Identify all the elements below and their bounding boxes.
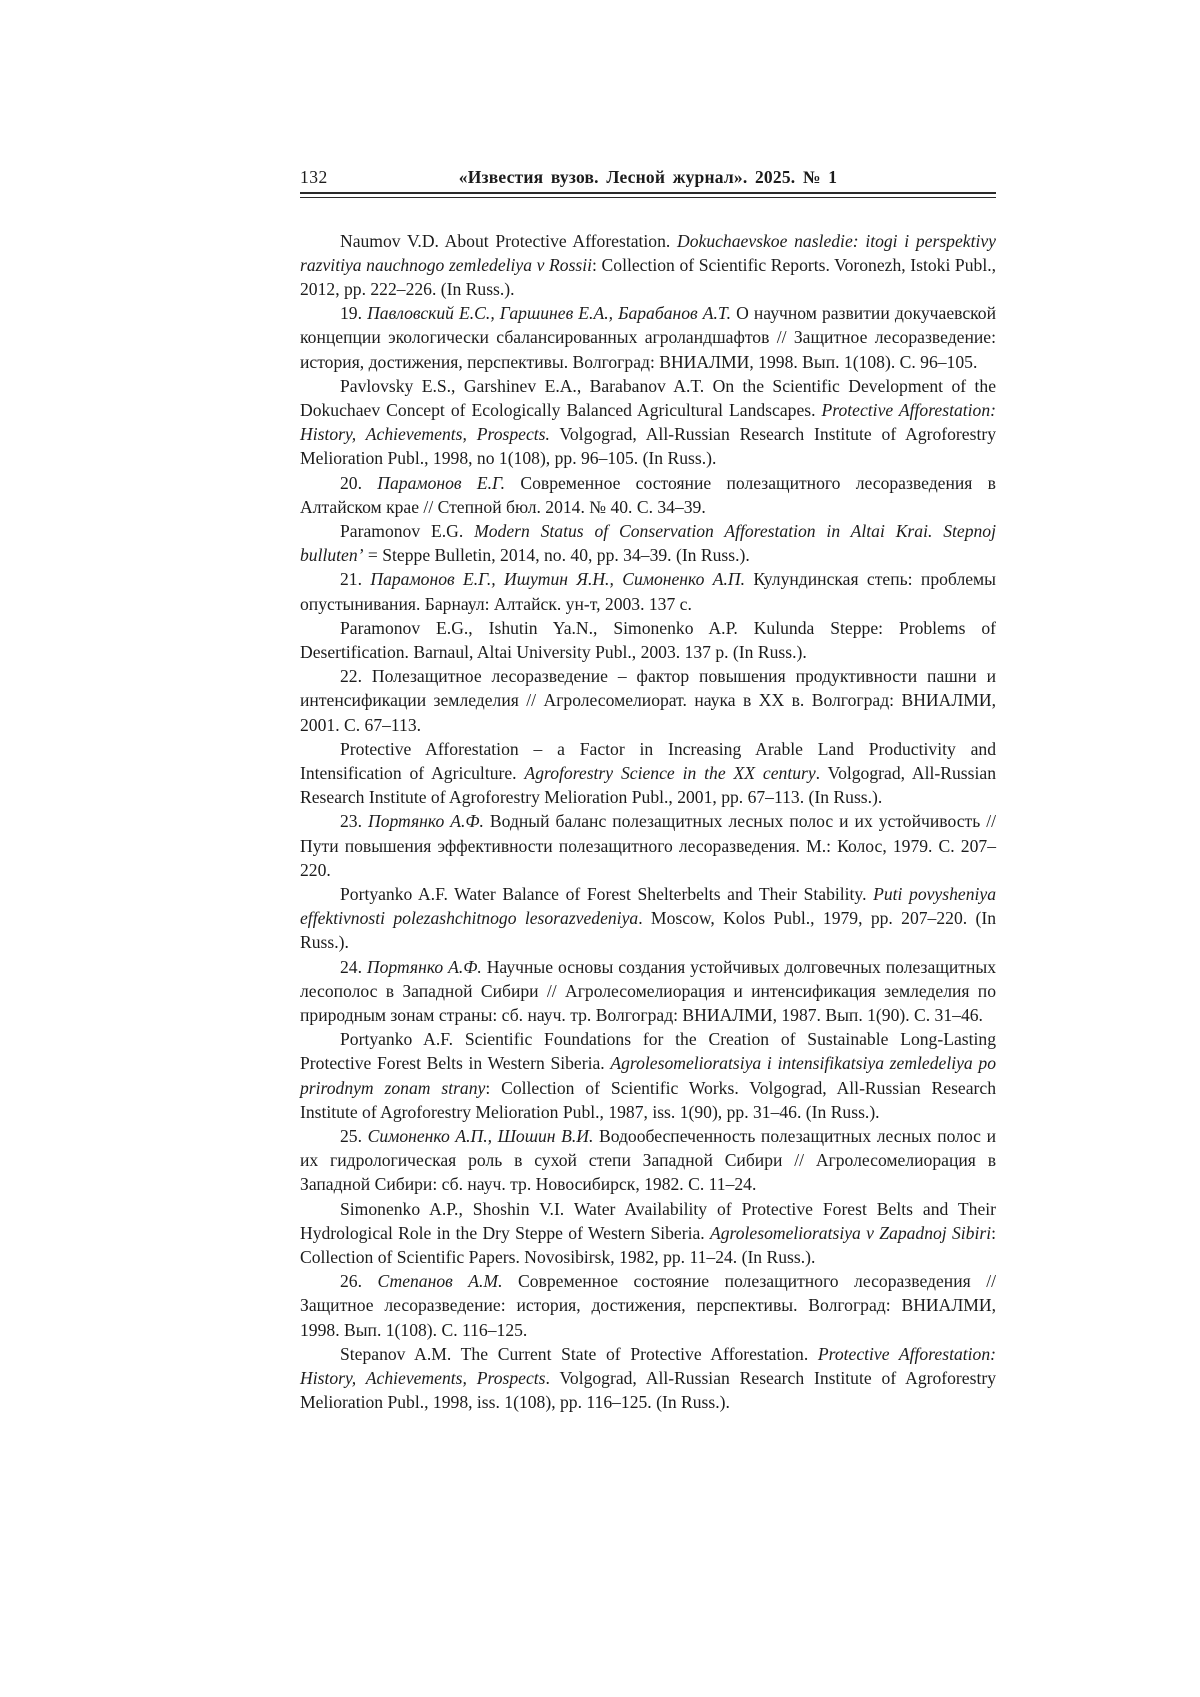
reference-entry	[300, 664, 996, 737]
page-content-block	[300, 166, 996, 1414]
reference-entry	[300, 519, 996, 567]
reference-text-run: = Steppe Bulletin, 2014, no. 40, pp. 34–39. (In Russ.).	[363, 545, 750, 566]
reference-text-run: О научном развитии докучаевской концепции экологически сбалансированных агроландшафтов // Защитное лесоразведение: история, достижения, перспективы. Волгоград: ВНИАЛМИ, 1998. Вып. 1(108). С. 96–105.	[300, 303, 997, 372]
reference-entry	[300, 1197, 996, 1270]
journal-title: «Известия вузов. Лесной журнал». 2025. № 1	[458, 167, 838, 187]
reference-entry	[300, 737, 996, 810]
reference-entry	[300, 882, 996, 955]
header-double-rule	[300, 192, 996, 198]
reference-italic-run: Modern Status of Conservation Afforestation in Altai Krai. Stepnoj bulluten’	[300, 520, 996, 566]
reference-italic-run: Protective Afforestation: History, Achievements, Prospects.	[300, 399, 996, 445]
reference-italic-run: Puti povysheniya effektivnosti polezashchitnogo lesorazvedeniya	[300, 883, 996, 929]
reference-text-run: Protective Afforestation – a Factor in Increasing Arable Land Productivity and Intensification of Agriculture.	[300, 738, 996, 783]
reference-text-run: Volgograd, All-Russian Research Institute of Agroforestry Melioration Publ., 1998, no 1(108), pp. 96–105. (In Russ.).	[300, 424, 996, 469]
reference-text-run: . Volgograd, All-Russian Research Institute of Agroforestry Melioration Publ., 2001, pp. 67–113. (In Russ.).	[300, 762, 996, 808]
reference-entry	[300, 567, 996, 615]
reference-text-run: Paramonov E.G.	[340, 520, 475, 541]
reference-entry	[300, 1269, 996, 1342]
reference-text-run: 26.	[340, 1271, 378, 1292]
reference-text-run: : Collection of Scientific Reports. Voronezh, Istoki Publ., 2012, pp. 222–226. (In Russ.).	[300, 254, 996, 299]
reference-text-run: 19.	[340, 303, 368, 324]
reference-text-run: Naumov V.D. About Protective Afforestation.	[340, 230, 678, 251]
reference-text-run: Водообеспеченность полезащитных лесных полос и их гидрологическая роль в сухой степи Западной Сибири // Агролесомелиорация в Западной Сибири: сб. науч. тр. Новосибирск, 1982. С. 11–24.	[300, 1126, 996, 1195]
reference-entry	[300, 616, 996, 664]
reference-text-run: 23.	[340, 811, 368, 832]
reference-text-run: Portyanko A.F. Scientific Foundations for the Creation of Sustainable Long-Lasting Protective Forest Belts in Western Siberia.	[300, 1029, 996, 1074]
reference-text-run: : Collection of Scientific Papers. Novosibirsk, 1982, pp. 11–24. (In Russ.).	[300, 1222, 996, 1268]
reference-italic-run: Степанов А.М.	[377, 1271, 503, 1292]
reference-text-run: Научные основы создания устойчивых долговечных полезащитных лесополос в Западной Сибири // Агролесомелиорация и интенсификация земледелия по природным зонам страны: сб. науч. тр. Волгоград: ВНИАЛМИ, 1987. Вып. 1(90). С. 31–46.	[300, 956, 996, 1025]
reference-entry	[300, 471, 996, 519]
reference-text-run: Водный баланс полезащитных лесных полос и их устойчивость // Пути повышения эффективности полезащитного лесоразведения. М.: Колос, 1979. С. 207–220.	[300, 811, 996, 880]
reference-entry	[300, 1342, 996, 1415]
reference-text-run: Современное состояние полезащитного лесоразведения // Защитное лесоразведение: история, достижения, перспективы. Волгоград: ВНИАЛМИ, 1998. Вып. 1(108). С. 116–125.	[300, 1271, 996, 1340]
reference-entry	[300, 955, 996, 1028]
reference-text-run: 21.	[340, 569, 371, 590]
reference-italic-run: Agrolesomelioratsiya v Zapadnoj Sibiri	[709, 1222, 992, 1243]
reference-text-run: . Volgograd, All-Russian Research Institute of Agroforestry Melioration Publ., 1998, iss. 1(108), pp. 116–125. (In Russ.).	[300, 1368, 996, 1413]
reference-italic-run: Павловский Е.С., Гаршинев Е.А., Барабанов А.Т.	[367, 303, 731, 324]
reference-text-run: Pavlovsky E.S., Garshinev E.A., Barabanov A.T. On the Scientific Development of the Dokuchaev Concept of Ecologically Balanced Agricultural Landscapes.	[300, 375, 996, 420]
reference-text-run: 20.	[340, 472, 378, 493]
reference-italic-run: Agrolesomelioratsiya i intensifikatsiya zemledeliya po prirodnym zonam strany	[300, 1053, 996, 1098]
reference-italic-run: Protective Afforestation: History, Achievements, Prospects	[300, 1343, 996, 1389]
page-number: 132	[300, 167, 328, 187]
reference-text-run: 25.	[340, 1126, 368, 1147]
reference-italic-run: Парамонов Е.Г.	[377, 472, 506, 493]
reference-entry	[300, 809, 996, 882]
reference-text-run: Paramonov E.G., Ishutin Ya.N., Simonenko A.P. Kulunda Steppe: Problems of Desertification. Barnaul, Altai University Publ., 2003. 137 p. (In Russ.).	[300, 617, 996, 662]
reference-entry	[300, 1124, 996, 1197]
reference-text-run: . Moscow, Kolos Publ., 1979, pp. 207–220. (In Russ.).	[300, 908, 996, 953]
reference-text-run: Кулундинская степь: проблемы опустынивания. Барнаул: Алтайск. ун-т, 2003. 137 с.	[300, 569, 996, 614]
reference-text-run: Stepanov A.M. The Current State of Protective Afforestation.	[340, 1343, 818, 1364]
reference-text-run: Portyanko A.F. Water Balance of Forest Shelterbelts and Their Stability.	[340, 883, 874, 904]
reference-italic-run: Портянко А.Ф.	[366, 956, 482, 977]
reference-italic-run: Dokuchaevskoe nasledie: itogi i perspektivy razvitiya nauchnogo zemledeliya v Rossii	[300, 230, 996, 275]
reference-entry	[300, 229, 996, 302]
running-head	[300, 166, 996, 188]
reference-italic-run: Портянко А.Ф.	[367, 811, 484, 832]
reference-italic-run: Симоненко А.П., Шошин В.И.	[367, 1126, 594, 1147]
reference-text-run: Современное состояние полезащитного лесоразведения в Алтайском крае // Степной бюл. 2014. № 40. С. 34–39.	[300, 472, 996, 517]
reference-italic-run: Парамонов Е.Г., Ишутин Я.Н., Симоненко А.П.	[370, 569, 745, 590]
reference-text-run: : Collection of Scientific Works. Volgograd, All-Russian Research Institute of Agroforestry Melioration Publ., 1987, iss. 1(90), pp. 31–46. (In Russ.).	[300, 1077, 997, 1122]
reference-text-run: Simonenko A.P., Shoshin V.I. Water Availability of Protective Forest Belts and Their Hydrological Role in the Dry Steppe of Western Siberia.	[300, 1198, 996, 1243]
references	[300, 229, 996, 1415]
reference-text-run: 24.	[340, 956, 367, 977]
reference-italic-run: Agroforestry Science in the XX century	[524, 762, 816, 783]
reference-text-run: 22. Полезащитное лесоразведение – фактор повышения продуктивности пашни и интенсификации земледелия // Агролесомелиорат. наука в XX в. Волгоград: ВНИАЛМИ, 2001. С. 67–113.	[300, 666, 996, 735]
reference-entry	[300, 1027, 996, 1124]
reference-entry	[300, 301, 996, 374]
reference-entry	[300, 374, 996, 471]
